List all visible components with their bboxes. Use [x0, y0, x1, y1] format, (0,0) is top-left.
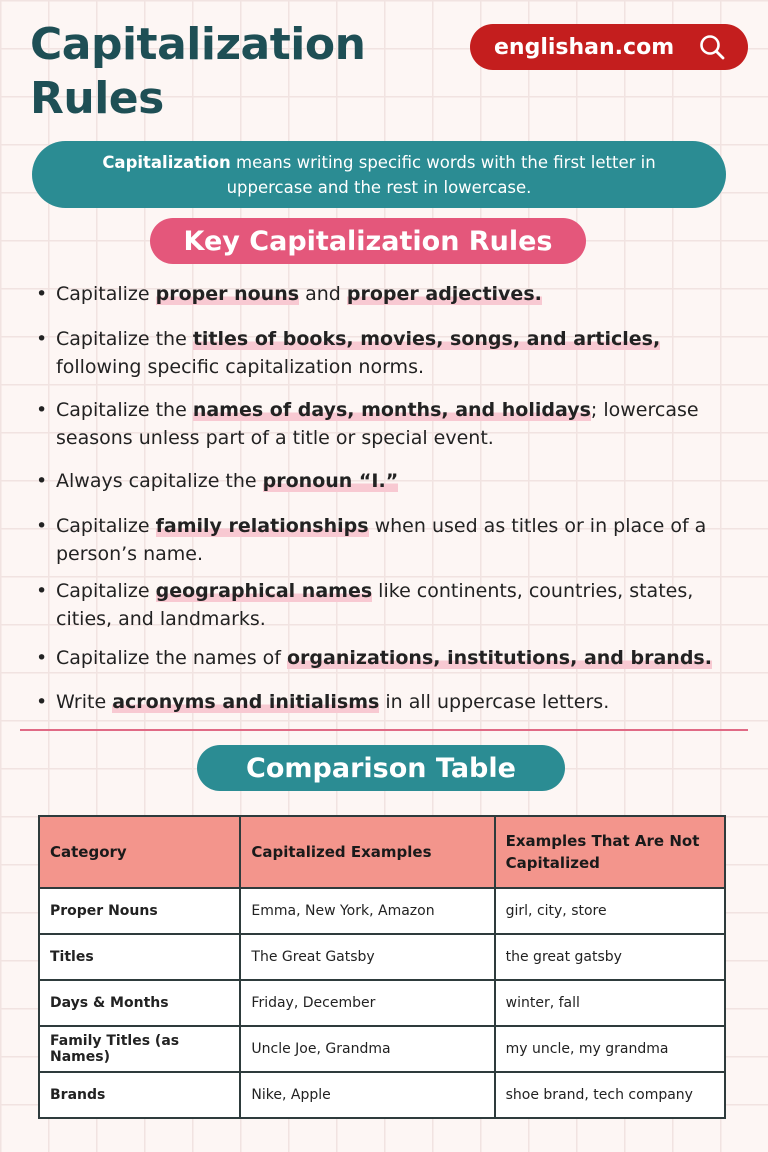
site-name: englishan.com	[494, 34, 675, 60]
rule-text: Capitalize the	[56, 328, 193, 350]
rule-highlight: acronyms and initialisms	[112, 691, 380, 713]
search-icon	[698, 33, 726, 61]
cell-category: Titles	[39, 934, 240, 980]
rule-highlight: family relationships	[155, 515, 369, 537]
rule-text: ; lowercase seasons unless part of a title or special event.	[56, 399, 699, 449]
rule-item	[34, 644, 734, 672]
table-row	[39, 980, 725, 1026]
key-rules-heading: Key Capitalization Rules	[150, 218, 586, 264]
rule-text: when used as titles or in place of a person’s name.	[56, 515, 707, 565]
header-category: Category	[39, 816, 240, 888]
cell-capitalized: Friday, December	[240, 980, 494, 1026]
cell-capitalized: Emma, New York, Amazon	[240, 888, 494, 934]
comparison-table	[38, 815, 726, 1119]
rule-text: Write	[56, 691, 113, 713]
definition-text: means writing specific words with the first letter in uppercase and the rest in lowercase.	[226, 152, 656, 197]
cell-category: Family Titles (as Names)	[39, 1026, 240, 1072]
title-line-1: Capitalization	[30, 19, 366, 70]
cell-not-capitalized: the great gatsby	[495, 934, 725, 980]
title-line-2: Rules	[30, 73, 164, 124]
rule-highlight: titles of books, movies, songs, and articles,	[192, 328, 661, 350]
cell-category: Brands	[39, 1072, 240, 1118]
rule-text: Capitalize	[56, 283, 156, 305]
rule-item	[34, 396, 734, 452]
cell-capitalized: The Great Gatsby	[240, 934, 494, 980]
rule-highlight: names of days, months, and holidays	[192, 399, 591, 421]
rule-item	[34, 512, 734, 568]
rule-text: in all uppercase letters.	[379, 691, 610, 713]
rule-item	[34, 577, 734, 633]
table-row	[39, 934, 725, 980]
rule-text: and	[299, 283, 347, 305]
rule-highlight: proper adjectives.	[346, 283, 542, 305]
table-row	[39, 1026, 725, 1072]
cell-capitalized: Uncle Joe, Grandma	[240, 1026, 494, 1072]
rule-item	[34, 325, 734, 381]
cell-not-capitalized: shoe brand, tech company	[495, 1072, 725, 1118]
page-title	[30, 18, 450, 126]
rule-highlight: pronoun “I.”	[262, 470, 399, 492]
cell-category: Proper Nouns	[39, 888, 240, 934]
cell-category: Days & Months	[39, 980, 240, 1026]
header-not-capitalized: Examples That Are Not Capitalized	[495, 816, 725, 888]
cell-not-capitalized: girl, city, store	[495, 888, 725, 934]
rule-text: Capitalize	[56, 580, 156, 602]
comparison-heading: Comparison Table	[197, 745, 565, 791]
table-header-row	[39, 816, 725, 888]
rule-text: Capitalize	[56, 515, 156, 537]
rule-text: like continents, countries, states, cities, and landmarks.	[56, 580, 694, 630]
table-row	[39, 888, 725, 934]
definition-term: Capitalization	[102, 152, 231, 172]
rule-item	[34, 467, 734, 495]
section-divider	[20, 729, 748, 731]
header-capitalized: Capitalized Examples	[240, 816, 494, 888]
rule-highlight: geographical names	[155, 580, 373, 602]
rule-text: Capitalize the names of	[56, 647, 287, 669]
table-row	[39, 1072, 725, 1118]
rule-text: Capitalize the	[56, 399, 193, 421]
cell-not-capitalized: my uncle, my grandma	[495, 1026, 725, 1072]
definition-box	[32, 141, 726, 208]
rule-text: following specific capitalization norms.	[56, 356, 425, 378]
site-search-button[interactable]	[470, 24, 748, 70]
cell-not-capitalized: winter, fall	[495, 980, 725, 1026]
rule-text: Always capitalize the	[56, 470, 263, 492]
rule-highlight: organizations, institutions, and brands.	[287, 647, 712, 669]
rule-item	[34, 688, 734, 716]
rule-highlight: proper nouns	[155, 283, 300, 305]
rule-item	[34, 280, 734, 308]
cell-capitalized: Nike, Apple	[240, 1072, 494, 1118]
